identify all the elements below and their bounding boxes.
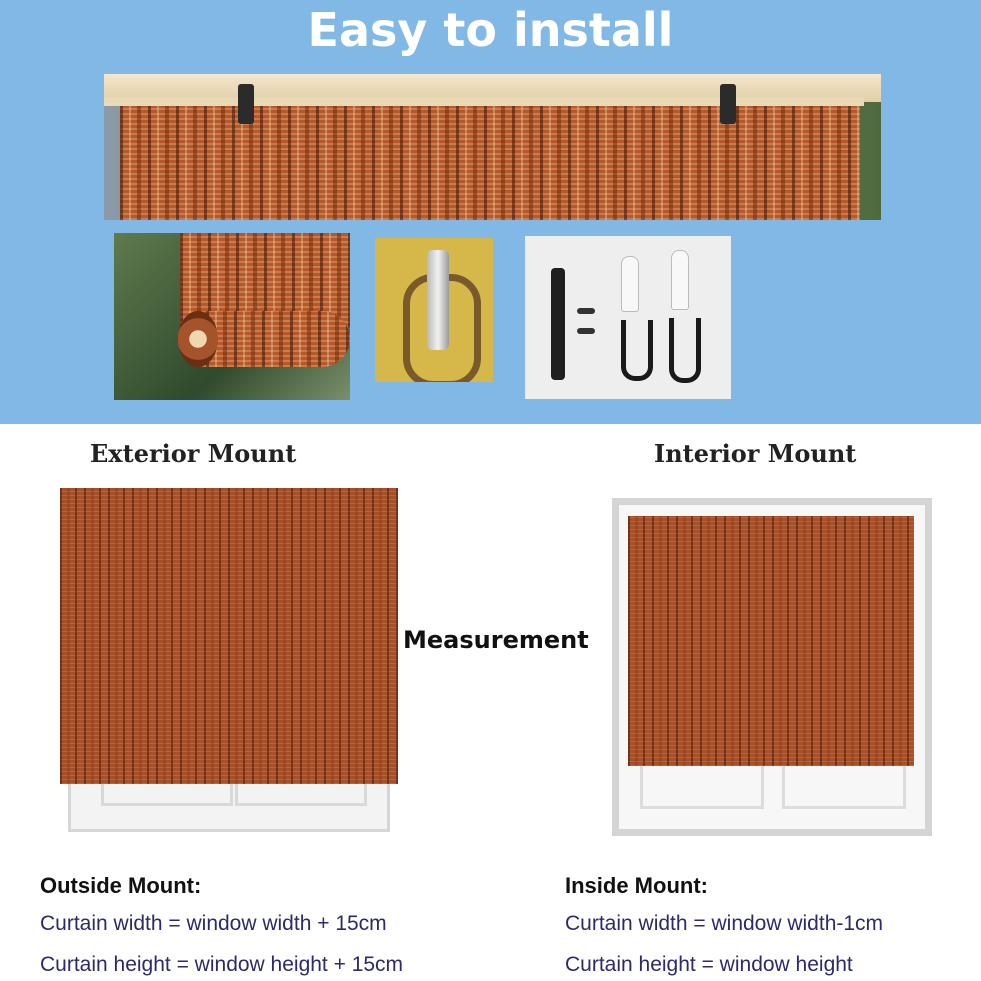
install-banner: [0, 0, 981, 424]
interior-mount-illustration: [612, 498, 932, 836]
roll-end-icon: [178, 311, 218, 367]
interior-blind: [628, 516, 914, 766]
left-bracket-icon: [238, 84, 254, 124]
inside-mount-heading: Inside Mount:: [565, 873, 708, 898]
exterior-mount-title: Exterior Mount: [90, 439, 297, 468]
ceiling-hook-icon: [621, 320, 653, 381]
hook-with-cord-photo: [375, 238, 493, 382]
interior-window-pane: [640, 766, 764, 809]
inside-width-rule: Curtain width = window width-1cm: [565, 912, 884, 935]
outside-height-rule: Curtain height = window height + 15cm: [40, 953, 404, 976]
rail-strip: [104, 98, 864, 106]
hardware-parts-photo: [525, 236, 731, 399]
black-bracket-icon: [551, 268, 565, 380]
exterior-window-pane: [101, 781, 233, 806]
outside-width-rule: Curtain width = window width + 15cm: [40, 912, 387, 935]
exterior-blind: [60, 488, 398, 784]
exterior-mount-illustration: [60, 488, 400, 838]
installed-blind-slats: [120, 104, 860, 220]
exterior-window-pane: [235, 781, 367, 806]
ceiling-hook-icon: [669, 318, 701, 383]
screw-icon: [577, 308, 595, 314]
banner-title: Easy to install: [307, 3, 674, 57]
exterior-window-frame: [68, 778, 390, 832]
outside-mount-heading: Outside Mount:: [40, 873, 202, 898]
interior-mount-title: Interior Mount: [654, 439, 857, 468]
wall-anchor-icon: [671, 250, 689, 310]
installed-blind-photo: [104, 74, 881, 220]
inside-height-rule: Curtain height = window height: [565, 953, 853, 976]
right-bracket-icon: [720, 84, 736, 124]
wall-anchor-icon: [621, 256, 639, 312]
rolled-blind-photo: [114, 233, 350, 400]
measurement-label: Measurement: [403, 626, 589, 654]
interior-window-pane: [782, 766, 906, 809]
metal-hook-icon: [427, 250, 449, 350]
screw-icon: [577, 328, 595, 334]
